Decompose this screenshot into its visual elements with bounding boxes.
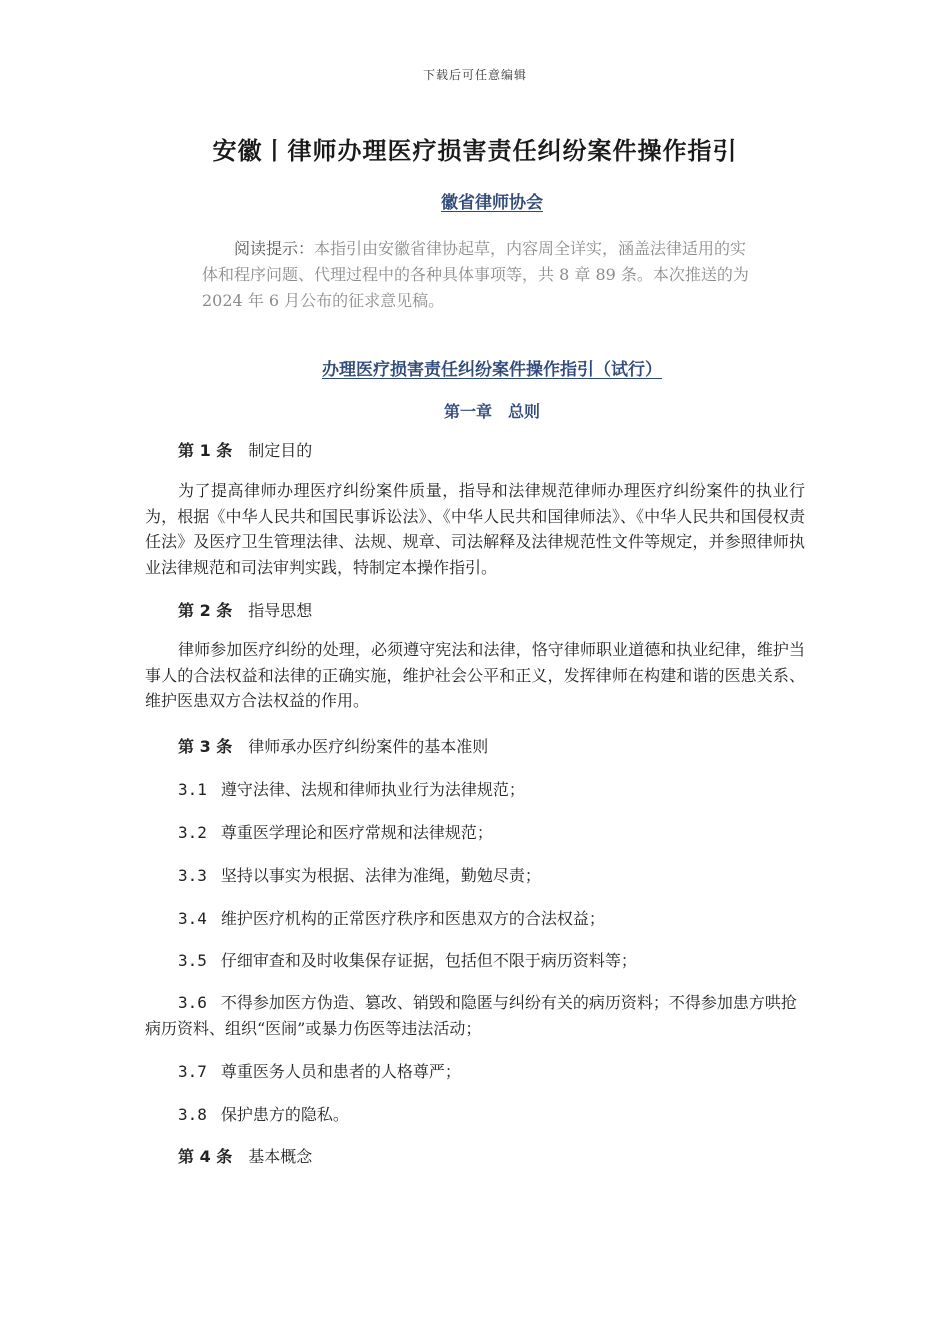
article-title: 律师承办医疗纠纷案件的基本准则 bbox=[248, 737, 489, 756]
reading-tip-label: 阅读提示： bbox=[234, 239, 315, 258]
list-item bbox=[178, 1059, 461, 1082]
item-text: 遵守法律、法规和律师执业行为法律规范； bbox=[220, 780, 525, 799]
item-number: 3.2 bbox=[178, 823, 207, 842]
list-item bbox=[178, 777, 525, 800]
chapter-heading: 第一章 总则 bbox=[443, 402, 540, 421]
article-number: 第 2 条 bbox=[178, 601, 233, 620]
doc-title-link[interactable]: 办理医疗损害责任纠纷案件操作指引（试行） bbox=[322, 360, 662, 380]
item-text: 尊重医务人员和患者的人格尊严； bbox=[220, 1062, 461, 1081]
item-text: 仔细审查和及时收集保存证据，包括但不限于病历资料等； bbox=[220, 951, 637, 970]
item-number: 3.3 bbox=[178, 866, 207, 885]
reading-tip-text: 本指引由安徽省律协起草，内容周全详实，涵盖法律适用的实体和程序问题、代理过程中的各种具体事项等，共 8 章 89 条。本次推送的为 2024 年 6 月公布的征求意见稿。 bbox=[202, 239, 749, 310]
reading-tip bbox=[202, 236, 762, 314]
org-name-link[interactable]: 徽省律师协会 bbox=[441, 193, 543, 213]
list-item bbox=[178, 863, 541, 886]
item-number: 3.5 bbox=[178, 951, 207, 970]
item-number: 3.1 bbox=[178, 780, 207, 799]
article-title: 指导思想 bbox=[248, 601, 313, 620]
item-text: 不得参加医方伪造、篡改、销毁和隐匿与纠纷有关的病历资料；不得参加患方哄抢病历资料、组织“医闹”或暴力伤医等违法活动； bbox=[145, 993, 797, 1038]
article-body: 为了提高律师办理医疗纠纷案件质量，指导和法律规范律师办理医疗纠纷案件的执业行为，根据《中华人民共和国民事诉讼法》、《中华人民共和国律师法》、《中华人民共和国侵权责任法》及医疗卫生管理法律、法规、规章、司法解释及法律规范性文件等规定，并参照律师执业法律规范和司法审判实践，特制定本操作指引。 bbox=[145, 481, 805, 577]
article-number: 第 4 条 bbox=[178, 1147, 233, 1166]
page-title: 安徽丨律师办理医疗损害责任纠纷案件操作指引 bbox=[212, 137, 738, 165]
article-heading bbox=[178, 1144, 312, 1167]
item-text: 保护患方的隐私。 bbox=[220, 1105, 349, 1124]
item-number: 3.4 bbox=[178, 909, 207, 928]
item-text: 尊重医学理论和医疗常规和法律规范； bbox=[220, 823, 493, 842]
article-heading bbox=[178, 734, 488, 757]
header-note: 下载后可任意编辑 bbox=[422, 68, 527, 82]
article-title: 制定目的 bbox=[248, 441, 313, 460]
list-item bbox=[178, 906, 605, 929]
list-item bbox=[178, 948, 637, 971]
item-number: 3.7 bbox=[178, 1062, 207, 1081]
list-item bbox=[178, 820, 493, 843]
item-number: 3.6 bbox=[178, 993, 207, 1012]
list-item bbox=[145, 990, 805, 1041]
article-body: 律师参加医疗纠纷的处理，必须遵守宪法和法律，恪守律师职业道德和执业纪律，维护当事人的合法权益和法律的正确实施，维护社会公平和正义，发挥律师在构建和谐的医患关系、维护医患双方合法权益的作用。 bbox=[145, 640, 805, 710]
article-heading bbox=[178, 438, 312, 461]
item-number: 3.8 bbox=[178, 1105, 207, 1124]
article-number: 第 3 条 bbox=[178, 737, 233, 756]
item-text: 维护医疗机构的正常医疗秩序和医患双方的合法权益； bbox=[220, 909, 605, 928]
article-number: 第 1 条 bbox=[178, 441, 233, 460]
list-item bbox=[178, 1102, 349, 1125]
item-text: 坚持以事实为根据、法律为准绳，勤勉尽责； bbox=[220, 866, 541, 885]
article-heading bbox=[178, 598, 312, 621]
article-title: 基本概念 bbox=[248, 1147, 313, 1166]
